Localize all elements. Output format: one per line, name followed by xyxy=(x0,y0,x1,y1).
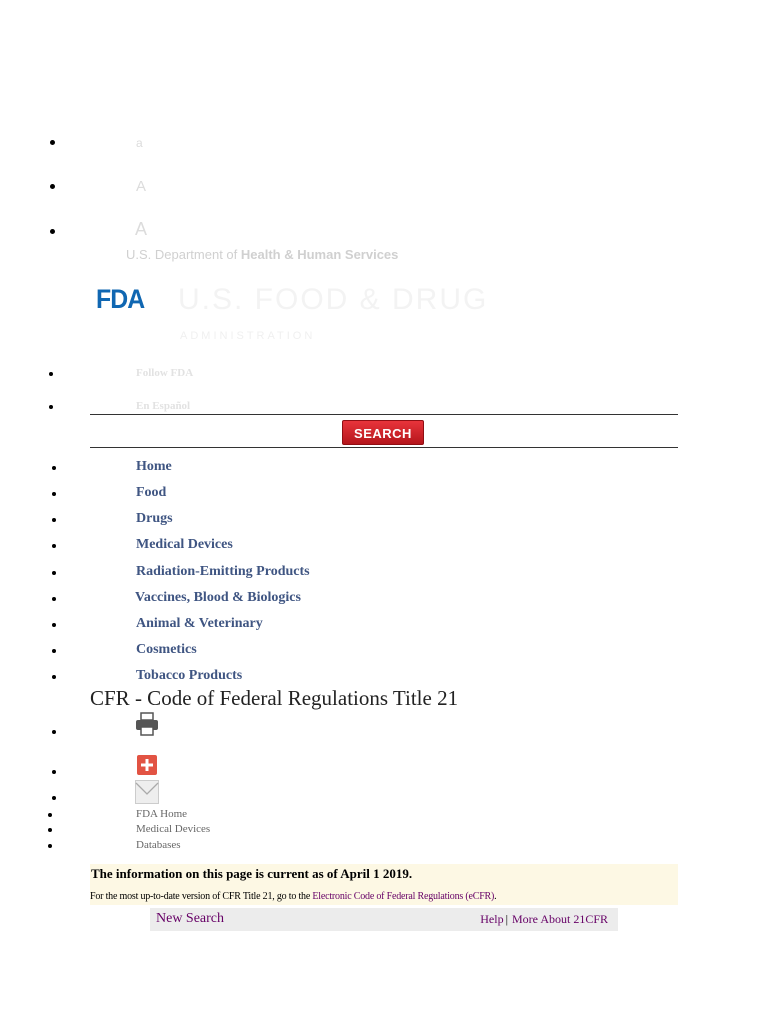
link-separator: | xyxy=(505,912,508,926)
list-bullet xyxy=(50,184,55,189)
list-bullet xyxy=(52,466,56,470)
breadcrumb-fda-home[interactable]: FDA Home xyxy=(136,808,188,820)
nav-link-drugs[interactable]: Drugs xyxy=(136,511,173,526)
breadcrumb-databases[interactable]: Databases xyxy=(136,839,181,851)
espanol-link[interactable]: En Español xyxy=(136,400,191,412)
search-button[interactable]: SEARCH xyxy=(342,420,424,445)
list-bullet xyxy=(52,649,56,653)
email-icon[interactable] xyxy=(135,780,159,809)
list-bullet xyxy=(49,405,53,409)
search-bottom-rule xyxy=(90,447,678,448)
list-bullet xyxy=(52,675,56,679)
hhs-prefix: U.S. Department of xyxy=(126,247,241,262)
notice-text xyxy=(90,891,496,902)
help-link[interactable]: Help xyxy=(480,912,504,926)
list-bullet xyxy=(52,492,56,496)
help-links xyxy=(480,912,608,927)
list-bullet xyxy=(52,623,56,627)
notice-heading: The information on this page is current as of April 1 2019. xyxy=(91,866,413,881)
nav-link-home[interactable]: Home xyxy=(136,459,172,474)
notice-text-prefix: For the most up-to-date version of CFR Title 21, go to the xyxy=(90,891,313,902)
breadcrumb-medical-devices[interactable]: Medical Devices xyxy=(136,823,211,835)
ecfr-link[interactable]: Electronic Code of Federal Regulations (eCFR) xyxy=(312,891,495,902)
notice-box xyxy=(90,864,678,905)
print-icon[interactable] xyxy=(135,712,159,741)
list-bullet xyxy=(48,828,52,832)
follow-fda-link[interactable]: Follow FDA xyxy=(136,367,194,379)
search-nav-bar xyxy=(150,908,618,931)
list-bullet xyxy=(52,597,56,601)
hhs-bold: Health & Human Services xyxy=(240,247,399,262)
list-bullet xyxy=(52,796,56,800)
agency-name: U.S. FOOD & DRUG xyxy=(178,283,489,316)
nav-link-vaccines[interactable]: Vaccines, Blood & Biologics xyxy=(135,590,301,605)
list-bullet xyxy=(52,518,56,522)
list-bullet xyxy=(49,372,53,376)
nav-link-food[interactable]: Food xyxy=(136,485,167,500)
search-top-rule xyxy=(90,414,678,415)
fda-logo[interactable]: FDA xyxy=(96,284,145,314)
new-search-link[interactable]: New Search xyxy=(156,911,225,926)
nav-link-cosmetics[interactable]: Cosmetics xyxy=(136,642,197,657)
more-about-link[interactable]: More About 21CFR xyxy=(511,912,608,926)
notice-text-suffix: . xyxy=(494,891,497,902)
list-bullet xyxy=(52,770,56,774)
list-bullet xyxy=(52,544,56,548)
agency-subname: ADMINISTRATION xyxy=(180,330,316,342)
page-title: CFR - Code of Federal Regulations Title 21 xyxy=(90,686,459,710)
list-bullet xyxy=(50,140,55,145)
list-bullet xyxy=(50,229,55,234)
nav-link-medical-devices[interactable]: Medical Devices xyxy=(136,537,233,552)
hhs-link[interactable] xyxy=(126,247,398,262)
nav-link-radiation[interactable]: Radiation-Emitting Products xyxy=(136,564,310,579)
list-bullet xyxy=(48,813,52,817)
font-size-small-link[interactable]: a xyxy=(136,136,143,150)
list-bullet xyxy=(52,571,56,575)
font-size-medium-link[interactable]: A xyxy=(136,178,147,195)
nav-link-tobacco[interactable]: Tobacco Products xyxy=(136,668,243,683)
font-size-large-link[interactable]: A xyxy=(135,219,148,239)
nav-link-animal[interactable]: Animal & Veterinary xyxy=(136,616,263,631)
list-bullet xyxy=(48,844,52,848)
list-bullet xyxy=(52,730,56,734)
plus-icon[interactable] xyxy=(137,755,157,780)
